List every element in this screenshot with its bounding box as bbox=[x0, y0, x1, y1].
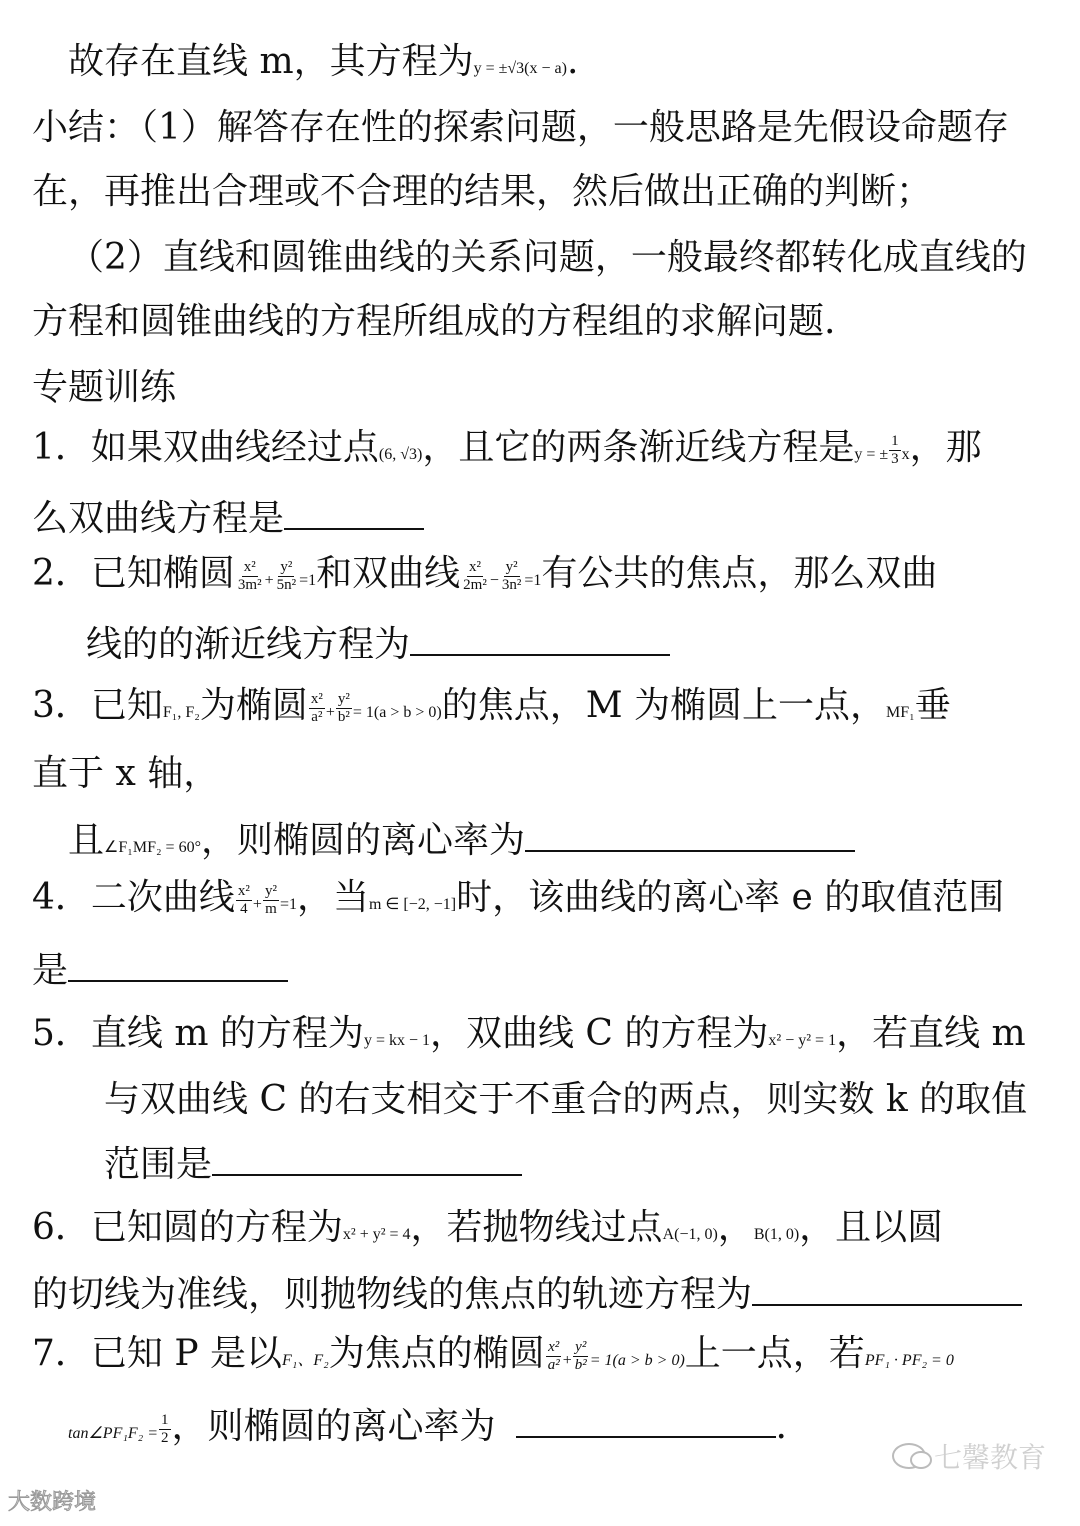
operator: + bbox=[264, 572, 274, 589]
text: ，且以圆 bbox=[799, 1207, 944, 1248]
math-expression: x² − y² = 1 bbox=[768, 1032, 837, 1049]
numerator: y² bbox=[280, 558, 293, 575]
question-2-line-2 bbox=[0, 620, 1080, 667]
fraction bbox=[461, 559, 489, 594]
text: 在，再推出合理或不合理的结果，然后做出正确的判断； bbox=[32, 171, 933, 212]
watermark-text: 大数跨境 bbox=[8, 1490, 97, 1515]
denominator: 3n² bbox=[501, 576, 522, 593]
question-2-line-1 bbox=[0, 552, 1080, 596]
fraction bbox=[573, 1339, 589, 1374]
denominator: b² bbox=[574, 1356, 587, 1373]
text: ，且它的两条渐近线方程是 bbox=[422, 427, 855, 468]
question-3-line-3 bbox=[0, 816, 1080, 863]
text: ，则椭圆的离心率为 bbox=[171, 1406, 496, 1447]
numerator: x² bbox=[468, 558, 481, 575]
math-expression: y = ± bbox=[854, 446, 889, 463]
text: 1．如果双曲线经过点 bbox=[32, 427, 379, 468]
text: 3．已知 bbox=[32, 685, 163, 726]
math-point: A(−1, 0) bbox=[662, 1226, 718, 1243]
fraction bbox=[159, 1412, 171, 1447]
numerator: x² bbox=[237, 882, 250, 899]
text: 范围是 bbox=[104, 1144, 213, 1185]
summary-line-1 bbox=[0, 106, 1080, 150]
text: ，那 bbox=[909, 427, 982, 468]
math-point: B(1, 0) bbox=[753, 1226, 800, 1243]
denominator: 3 bbox=[891, 450, 899, 467]
fraction bbox=[336, 691, 352, 726]
text: 故存在直线 m，其方程为 bbox=[68, 41, 474, 82]
text: ，双曲线 C 的方程为 bbox=[429, 1013, 769, 1054]
numerator: y² bbox=[337, 690, 350, 707]
question-1-line-1 bbox=[0, 426, 1080, 470]
math-expression: y = kx − 1 bbox=[363, 1032, 430, 1049]
question-6-line-2 bbox=[0, 1270, 1080, 1317]
section-heading bbox=[0, 366, 1080, 410]
denominator: 3m² bbox=[237, 576, 262, 593]
text: 方程和圆锥曲线的方程所组成的方程组的求解问题. bbox=[32, 301, 836, 342]
fraction bbox=[263, 883, 279, 918]
watermark-text: 七馨教育 bbox=[933, 1441, 1046, 1474]
text: 6．已知圆的方程为 bbox=[32, 1207, 343, 1248]
numerator: y² bbox=[505, 558, 518, 575]
numerator: 1 bbox=[891, 432, 899, 449]
text: 小结：（1）解答存在性的探索问题，一般思路是先假设命题存 bbox=[32, 107, 1009, 148]
text: 的切线为准线，则抛物线的焦点的轨迹方程为 bbox=[32, 1274, 753, 1315]
question-7-line-1 bbox=[0, 1332, 1080, 1376]
answer-blank[interactable] bbox=[410, 620, 670, 656]
operator: + bbox=[325, 704, 335, 721]
operator: − bbox=[489, 572, 499, 589]
math-expression: m ∈ [−2, −1] bbox=[368, 896, 457, 913]
text: 垂 bbox=[914, 685, 951, 726]
text: 时，该曲线的离心率 e 的取值范围 bbox=[456, 877, 1005, 918]
text: . bbox=[566, 41, 579, 82]
text: ，若直线 m bbox=[836, 1013, 1026, 1054]
fraction bbox=[309, 691, 325, 726]
numerator: x² bbox=[548, 1338, 560, 1355]
text: 直于 x 轴， bbox=[32, 753, 220, 794]
denominator: 5n² bbox=[276, 576, 297, 593]
question-5-line-2 bbox=[0, 1078, 1080, 1122]
numerator: x² bbox=[243, 558, 256, 575]
math-expression: = 1(a > b > 0) bbox=[589, 1352, 685, 1369]
math-expression: =1 bbox=[279, 896, 297, 913]
text: 4．二次曲线 bbox=[32, 877, 235, 918]
text: 有公共的焦点，那么双曲 bbox=[541, 553, 938, 594]
text: ，若抛物线过点 bbox=[410, 1207, 663, 1248]
text: 线的的渐近线方程为 bbox=[86, 624, 411, 665]
question-4-line-2 bbox=[0, 946, 1080, 993]
section-title: 专题训练 bbox=[32, 367, 177, 408]
numerator: x² bbox=[310, 690, 323, 707]
text: ，则椭圆的离心率为 bbox=[200, 820, 525, 861]
question-3-line-1 bbox=[0, 684, 1080, 728]
question-1-line-2 bbox=[0, 494, 1080, 541]
text: ， bbox=[717, 1207, 754, 1248]
text-line bbox=[0, 40, 1080, 84]
operator: + bbox=[562, 1352, 572, 1369]
answer-blank[interactable] bbox=[525, 816, 855, 852]
denominator: b² bbox=[337, 708, 350, 725]
text: 7．已知 P 是以 bbox=[32, 1333, 283, 1374]
summary-line-3 bbox=[0, 236, 1080, 280]
text: 与双曲线 C 的右支相交于不重合的两点，则实数 k 的取值 bbox=[104, 1079, 1028, 1120]
watermark-right bbox=[892, 1436, 1046, 1476]
fraction bbox=[236, 559, 264, 594]
text: . bbox=[775, 1406, 787, 1447]
fraction bbox=[889, 433, 901, 468]
text: 2．已知椭圆 bbox=[32, 553, 235, 594]
math-expression: ∠F₁MF₂ = 60° bbox=[104, 839, 201, 856]
text: 且 bbox=[68, 820, 105, 861]
math-expression: F₁, F₂ bbox=[162, 704, 200, 721]
answer-blank[interactable] bbox=[284, 494, 424, 530]
math-expression: F₁、F₂ bbox=[282, 1352, 329, 1369]
question-5-line-1 bbox=[0, 1012, 1080, 1056]
answer-blank[interactable] bbox=[516, 1402, 776, 1438]
denominator: 4 bbox=[240, 900, 248, 917]
summary-line-4 bbox=[0, 300, 1080, 344]
denominator: 2m² bbox=[463, 576, 487, 593]
summary-line-2 bbox=[0, 170, 1080, 214]
text: ，当 bbox=[296, 877, 369, 918]
denominator: m bbox=[265, 900, 277, 917]
math-expression: = 1(a > b > 0) bbox=[352, 704, 442, 721]
fraction bbox=[546, 1339, 562, 1374]
wechat-icon bbox=[892, 1443, 926, 1469]
answer-blank[interactable] bbox=[752, 1270, 1022, 1306]
fraction bbox=[500, 559, 524, 594]
math-expression: MF₁ bbox=[886, 704, 915, 721]
denominator: a² bbox=[547, 1356, 560, 1373]
denominator: a² bbox=[311, 708, 323, 725]
numerator: 1 bbox=[161, 1411, 169, 1428]
fraction bbox=[275, 559, 299, 594]
text: 是 bbox=[32, 950, 69, 991]
text: 为焦点的椭圆 bbox=[328, 1333, 545, 1374]
math-expression: y = ±√3(x − a) bbox=[473, 60, 567, 77]
text: （2）直线和圆锥曲线的关系问题，一般最终都转化成直线的 bbox=[68, 237, 1027, 278]
text: 和双曲线 bbox=[316, 553, 461, 594]
fraction bbox=[236, 883, 252, 918]
math-expression: tan∠PF₁F₂ = bbox=[68, 1425, 159, 1442]
text: 上一点，若 bbox=[684, 1333, 865, 1374]
math-point: (6, √3) bbox=[378, 446, 423, 463]
math-expression: =1 bbox=[524, 572, 542, 589]
math-expression: x bbox=[901, 446, 910, 463]
answer-blank[interactable] bbox=[212, 1140, 522, 1176]
question-6-line-1 bbox=[0, 1206, 1080, 1250]
text: 为椭圆 bbox=[199, 685, 308, 726]
answer-blank[interactable] bbox=[68, 946, 288, 982]
math-expression: x² + y² = 4 bbox=[342, 1226, 411, 1243]
operator: + bbox=[252, 896, 262, 913]
numerator: y² bbox=[264, 882, 277, 899]
text: 么双曲线方程是 bbox=[32, 498, 285, 539]
math-expression: =1 bbox=[299, 572, 317, 589]
text: 的焦点，M 为椭圆上一点， bbox=[441, 685, 887, 726]
question-4-line-1 bbox=[0, 876, 1080, 920]
question-5-line-3 bbox=[0, 1140, 1080, 1187]
text: 5．直线 m 的方程为 bbox=[32, 1013, 364, 1054]
watermark-left bbox=[8, 1485, 96, 1516]
math-expression: PF₁ · PF₂ = 0 bbox=[864, 1352, 954, 1369]
denominator: 2 bbox=[161, 1429, 169, 1446]
question-3-line-2 bbox=[0, 752, 1080, 796]
numerator: y² bbox=[575, 1338, 587, 1355]
